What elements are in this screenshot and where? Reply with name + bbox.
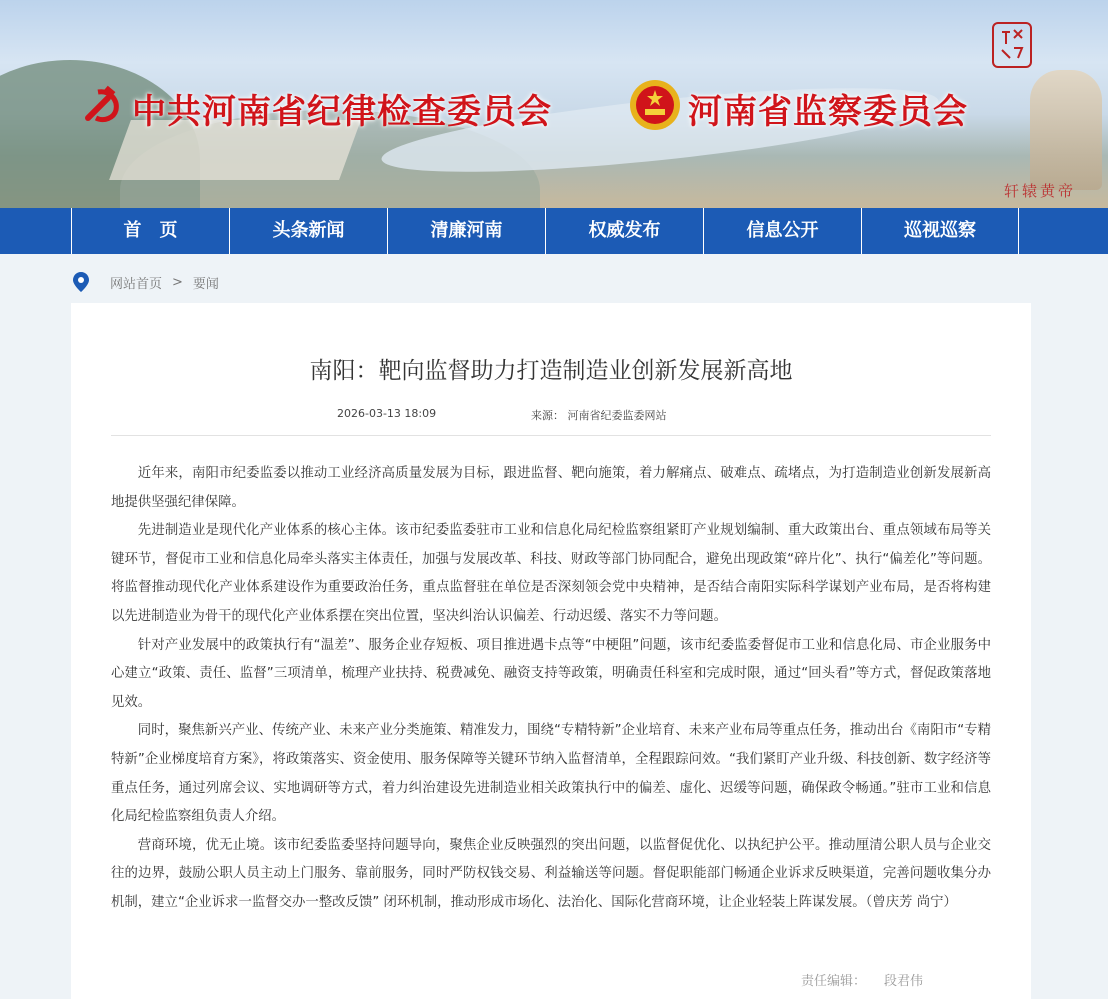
responsible-editor [801, 970, 923, 989]
source-label: 来源： [531, 409, 564, 422]
brand-right-text: 轩辕黄帝 [1004, 182, 1077, 200]
article-paragraph: 针对产业发展中的政策执行有“温差”、服务企业存短板、项目推进遇卡点等“中梗阻”问题，该市纪委监委督促市工业和信息化局、市企业服务中心建立“政策、责任、监督”三项清单，梳理产业扶持、税费减免、融资支持等政策，明确责任科室和完成时限，通过“回头看”等方式，督促政策落地见效。 [111, 637, 991, 710]
nav-item-headlines[interactable] [229, 208, 387, 254]
nav-item-label: 清廉河南 [430, 220, 503, 241]
article-paragraph: 近年来，南阳市纪委监委以推动工业经济高质量发展为目标，跟进监督、靶向施策，着力解痛点、破难点、疏堵点，为打造制造业创新发展新高地提供坚强纪律保障。 [111, 466, 991, 510]
editor-name: 段君伟 [884, 974, 924, 989]
nav-item-label: 首 页 [123, 220, 178, 241]
nav-item-label: 权威发布 [588, 220, 661, 241]
nav-item-authoritative-release[interactable] [545, 208, 703, 254]
nav-item-label: 巡视巡察 [904, 220, 976, 241]
source-name: 河南省纪委监委网站 [567, 409, 667, 422]
article-card [71, 303, 1031, 999]
breadcrumb-home-link[interactable]: 网站首页 [110, 276, 163, 292]
breadcrumb-separator: > [172, 274, 183, 290]
location-pin-icon [70, 270, 92, 294]
article-paragraph: 同时，聚焦新兴产业、传统产业、未来产业分类施策、精准发力，围绕“专精特新”企业培育、未来产业布局等重点任务，推动出台《南阳市“专精特新”企业梯度培育方案》，将政策落实、资金使用、服务保障等关键环节纳入监督清单，全程跟踪问效。“我们紧盯产业升级、科技创新、数字经济等重点任务，通过列席会议、实地调研等方式，着力纠治建设先进制造业相关政策执行中的偏差、虚化、迟缓等问题，确保政令畅通。”驻市工业和信息化局纪检监察组负责人介绍。 [111, 723, 991, 825]
title-divider [111, 435, 991, 436]
nav-item-clean-henan[interactable] [387, 208, 545, 254]
breadcrumb-current-link[interactable]: 要闻 [192, 276, 219, 292]
editor-label: 责任编辑： [801, 974, 867, 989]
nav-item-info-disclosure[interactable] [703, 208, 861, 254]
party-emblem-icon [78, 80, 126, 128]
main-nav [0, 208, 1108, 254]
brand-seal [992, 22, 1032, 68]
nav-item-inspection[interactable] [861, 208, 1019, 254]
header-title-left: 中共河南省纪律检查委员会 [132, 92, 552, 132]
national-emblem-icon [628, 78, 682, 132]
article-paragraph: 先进制造业是现代化产业体系的核心主体。该市纪委监委驻市工业和信息化局纪检监察组紧盯产业规划编制、重大政策出台、重点领域布局等关键环节，督促市工业和信息化局牵头落实主体责任，加强与发展改革、科技、财政等部门协同配合，避免出现政策“碎片化”、执行“偏差化”等问题。将监督推动现代化产业体系建设作为重要政治任务，重点监督驻在单位是否深刻领会党中央精神，是否结合南阳实际科学谋划产业布局，是否将构建以先进制造业为骨干的现代化产业体系摆在突出位置，坚决纠治认识偏差、行动迟缓、落实不力等问题。 [111, 523, 991, 624]
nav-item-label: 头条新闻 [272, 220, 345, 241]
header-banner [0, 0, 1108, 208]
article-body [111, 460, 991, 918]
article-source [531, 407, 667, 423]
article-paragraph: 营商环境，优无止境。该市纪委监委坚持问题导向，聚焦企业反映强烈的突出问题，以监督促优化、以执纪护公平。推动厘清公职人员与企业交往的边界，鼓励公职人员主动上门服务、靠前服务，同时严防权钱交易、利益输送等问题。督促职能部门畅通企业诉求反映渠道，完善问题收集分办机制，建立“企业诉求一监督交办一整改反馈” 闭环机制，推动形成市场化、法治化、国际化营商环境，让企业轻装上阵谋发展。（曾庆芳 尚宁） [111, 837, 991, 910]
seal-mark-icon [994, 24, 1030, 66]
nav-item-home[interactable] [71, 208, 229, 254]
header-title-right: 河南省监察委员会 [688, 92, 968, 132]
banner-statue [1030, 70, 1102, 190]
nav-items [71, 208, 1019, 254]
article-title: 南阳：靶向监督助力打造制造业创新发展新高地 [309, 358, 793, 384]
breadcrumb [70, 270, 219, 294]
article-date: 2026-03-13 18:09 [337, 407, 437, 420]
nav-item-label: 信息公开 [746, 220, 819, 241]
